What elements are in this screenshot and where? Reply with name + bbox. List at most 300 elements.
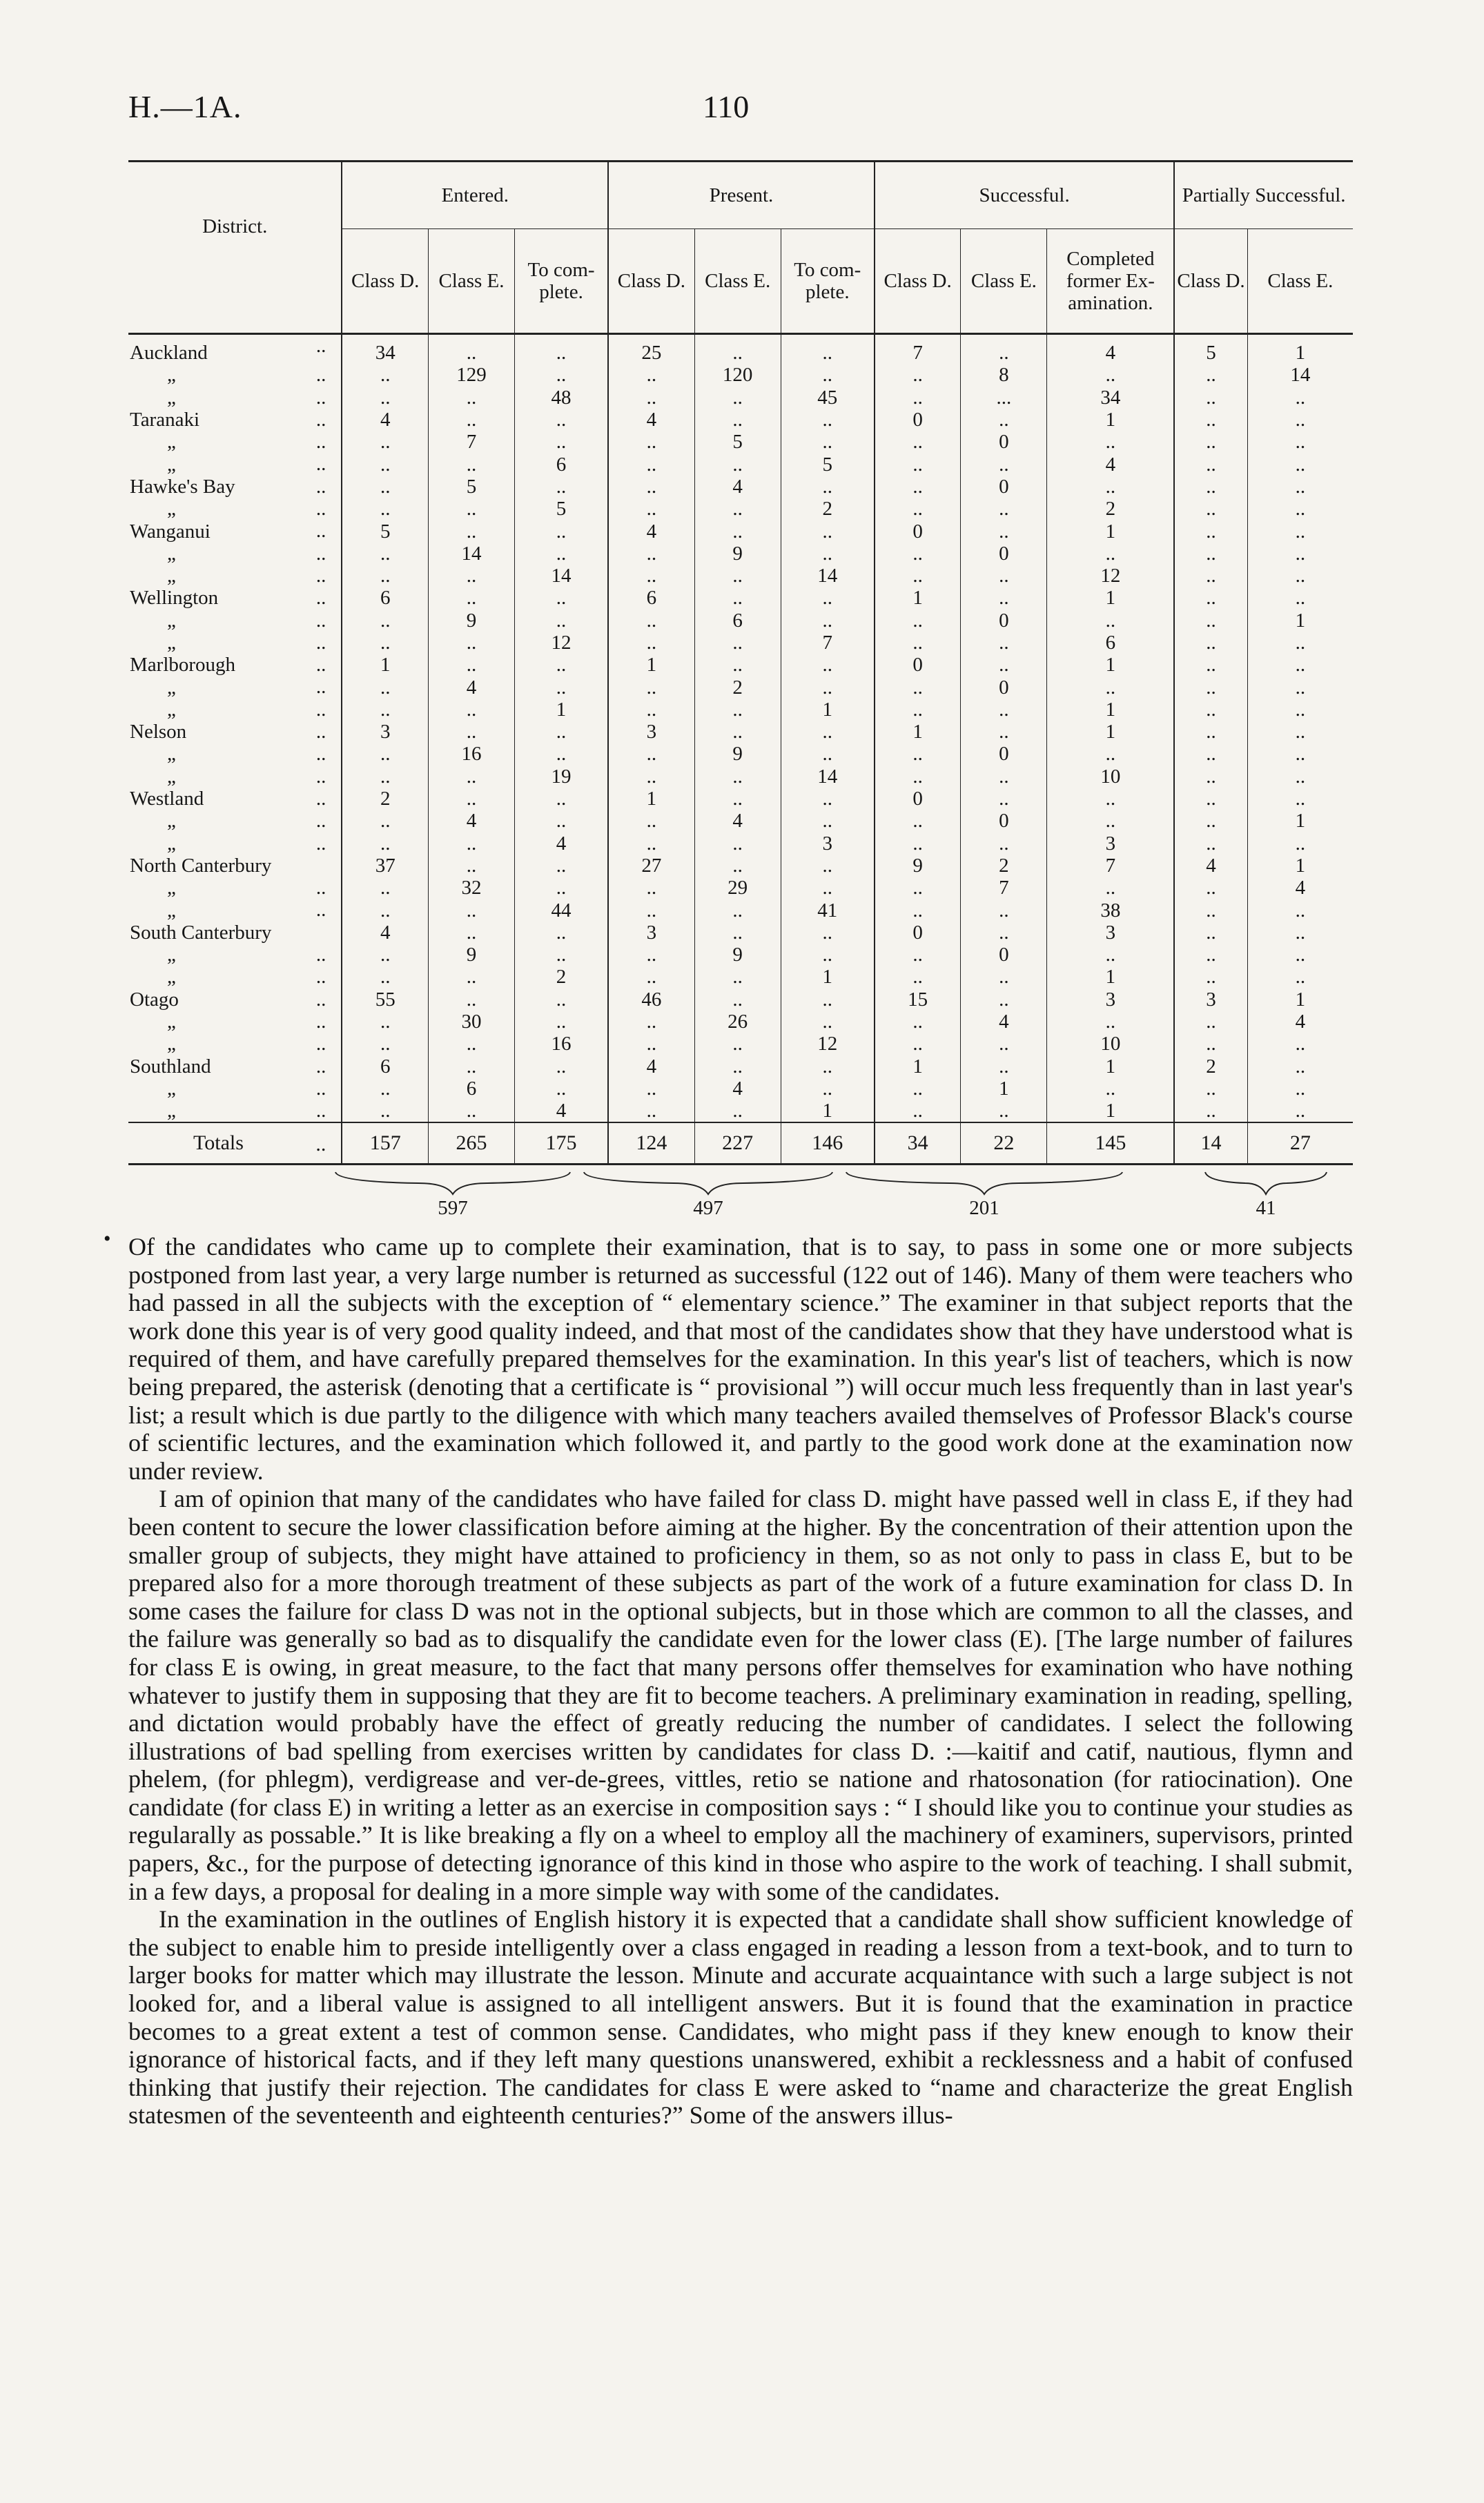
table-row xyxy=(128,1033,1353,1055)
table-cell: .. xyxy=(781,587,875,609)
table-cell: .. xyxy=(1247,654,1353,676)
district-name-cell xyxy=(128,1100,342,1122)
table-cell: .. xyxy=(875,699,961,721)
table-cell: .. xyxy=(342,899,428,921)
table-cell: 4 xyxy=(514,832,608,855)
table-cell: .. xyxy=(694,1100,781,1122)
table-cell: .. xyxy=(875,1100,961,1122)
group-header-partially-successful: Partially Successful. xyxy=(1174,162,1353,229)
table-cell: .. xyxy=(694,587,781,609)
table-cell: .. xyxy=(694,855,781,877)
table-cell: .. xyxy=(1247,944,1353,966)
table-cell: .. xyxy=(608,498,694,520)
table-cell: .. xyxy=(694,899,781,921)
leader-dots: .. xyxy=(315,542,326,565)
table-cell: 4 xyxy=(1047,334,1174,364)
table-cell: 1 xyxy=(1247,610,1353,632)
table-cell: .. xyxy=(514,587,608,609)
table-cell: .. xyxy=(961,1100,1047,1122)
district-name: „ xyxy=(167,1011,176,1033)
subheader-cell: To com-plete. xyxy=(781,229,875,334)
table-cell: 1 xyxy=(608,788,694,810)
table-cell: 1 xyxy=(1247,855,1353,877)
table-cell: .. xyxy=(961,1055,1047,1078)
table-cell: .. xyxy=(875,810,961,832)
table-cell: .. xyxy=(428,721,514,743)
table-cell: .. xyxy=(694,654,781,676)
table-cell: 26 xyxy=(694,1011,781,1033)
table-row xyxy=(128,654,1353,676)
table-cell: .. xyxy=(875,966,961,988)
table-cell: 8 xyxy=(961,364,1047,386)
table-cell: .. xyxy=(1247,476,1353,498)
table-cell: .. xyxy=(1174,1078,1247,1100)
district-name: „ xyxy=(167,632,176,654)
table-cell: .. xyxy=(608,966,694,988)
table-cell: 12 xyxy=(781,1033,875,1055)
table-cell: .. xyxy=(514,855,608,877)
table-row xyxy=(128,476,1353,498)
table-cell: .. xyxy=(1174,498,1247,520)
table-cell: .. xyxy=(428,766,514,788)
table-cell: .. xyxy=(1247,721,1353,743)
district-name: South Canterbury xyxy=(130,921,272,944)
table-cell: .. xyxy=(428,1100,514,1122)
table-cell: .. xyxy=(342,966,428,988)
table-cell: .. xyxy=(961,721,1047,743)
table-cell: .. xyxy=(875,431,961,453)
table-cell: .. xyxy=(875,1011,961,1033)
table-cell: .. xyxy=(961,966,1047,988)
table-cell: 14 xyxy=(781,565,875,587)
table-cell: 1 xyxy=(781,1100,875,1122)
table-cell: .. xyxy=(342,676,428,698)
district-name-cell xyxy=(128,922,342,944)
table-body xyxy=(128,334,1353,1165)
table-cell: .. xyxy=(608,810,694,832)
table-row xyxy=(128,498,1353,520)
table-cell: 14 xyxy=(1247,364,1353,386)
table-cell: 4 xyxy=(694,476,781,498)
table-cell: .. xyxy=(1247,899,1353,921)
table-cell: .. xyxy=(694,498,781,520)
group-header-present: Present. xyxy=(608,162,875,229)
leader-dots: .. xyxy=(315,475,326,498)
table-cell: 4 xyxy=(961,1011,1047,1033)
table-cell: .. xyxy=(1174,676,1247,698)
table-row xyxy=(128,855,1353,877)
district-name-cell xyxy=(128,721,342,743)
leader-dots: .. xyxy=(315,498,326,520)
table-cell: .. xyxy=(1247,498,1353,520)
table-cell: .. xyxy=(342,699,428,721)
table-cell: 37 xyxy=(342,855,428,877)
table-cell: 2 xyxy=(1174,1055,1247,1078)
table-row xyxy=(128,810,1353,832)
total-cell: 124 xyxy=(608,1122,694,1165)
table-cell: .. xyxy=(514,721,608,743)
table-cell: 29 xyxy=(694,877,781,899)
district-name-cell xyxy=(128,944,342,966)
leader-dots: .. xyxy=(315,944,326,966)
table-cell: .. xyxy=(428,632,514,654)
table-row xyxy=(128,565,1353,587)
district-name-cell xyxy=(128,855,342,877)
table-cell: .. xyxy=(608,476,694,498)
table-cell: .. xyxy=(781,1055,875,1078)
table-cell: .. xyxy=(1174,699,1247,721)
grand-total-entered: 597 xyxy=(438,1197,468,1219)
table-cell: 3 xyxy=(342,721,428,743)
table-cell: .. xyxy=(428,587,514,609)
table-cell: .. xyxy=(1247,520,1353,542)
table-cell: 4 xyxy=(428,810,514,832)
table-cell: .. xyxy=(1174,922,1247,944)
district-name: Marlborough xyxy=(130,654,236,676)
table-cell: .. xyxy=(875,453,961,475)
table-cell: .. xyxy=(1047,788,1174,810)
table-cell: .. xyxy=(1174,944,1247,966)
leader-dots: .. xyxy=(315,966,326,988)
table-cell: .. xyxy=(961,1033,1047,1055)
table-cell: 1 xyxy=(1047,721,1174,743)
district-name-cell xyxy=(128,409,342,431)
table-cell: .. xyxy=(608,431,694,453)
table-cell: 6 xyxy=(694,610,781,632)
table-cell: .. xyxy=(875,476,961,498)
table-cell: 6 xyxy=(428,1078,514,1100)
table-cell: 6 xyxy=(342,1055,428,1078)
table-cell: .. xyxy=(1174,431,1247,453)
table-cell: .. xyxy=(514,988,608,1011)
table-cell: 46 xyxy=(608,988,694,1011)
district-name-cell xyxy=(128,1078,342,1100)
district-name-cell xyxy=(128,1033,342,1055)
table-cell: 4 xyxy=(428,676,514,698)
table-cell: .. xyxy=(875,498,961,520)
body-text xyxy=(128,1233,1353,2130)
district-name: „ xyxy=(167,765,176,788)
table-cell: 0 xyxy=(961,944,1047,966)
leader-dots: .. xyxy=(315,431,326,454)
table-row xyxy=(128,409,1353,431)
table-cell: .. xyxy=(608,387,694,409)
table-cell: .. xyxy=(1174,409,1247,431)
grand-total-partially-successful: 41 xyxy=(1256,1197,1276,1219)
table-cell: .. xyxy=(608,543,694,565)
leader-dots: .. xyxy=(315,564,326,587)
district-name: Hawke's Bay xyxy=(130,475,235,498)
table-cell: .. xyxy=(1047,810,1174,832)
table-row xyxy=(128,520,1353,542)
table-cell: .. xyxy=(1047,743,1174,765)
table-cell: .. xyxy=(342,543,428,565)
district-name-cell xyxy=(128,520,342,542)
table-cell: .. xyxy=(961,334,1047,364)
table-cell: .. xyxy=(514,409,608,431)
table-row xyxy=(128,743,1353,765)
table-row xyxy=(128,899,1353,921)
table-cell: .. xyxy=(608,1078,694,1100)
leader-dots: .. xyxy=(315,698,326,721)
table-cell: .. xyxy=(428,966,514,988)
district-name: „ xyxy=(167,542,176,565)
table-cell: .. xyxy=(1174,788,1247,810)
district-name: Otago xyxy=(130,988,179,1011)
table-cell: .. xyxy=(1247,766,1353,788)
paragraph-2: I am of opinion that many of the candidates who have failed for class D. might have passed well in class E, if they had been content to secure the lower classification before aiming at the higher. By the concentration of their attention upon the smaller group of subjects, they might have attained to proficiency in them, so as not only to pass in class E, but to be prepared also for a more thorough treatment of these subjects as part of the work of a future examination for class D. In some cases the failure for class D was not in the optional subjects, but in those which are common to all the classes, and the failure was generally so bad as to disqualify the candidate even for the lower class (E). [The large number of failures for class E is owing, in great measure, to the fact that many persons offer themselves for examination who have nothing whatever to justify them in supposing that they are fit to become teachers. A preliminary examination in reading, spelling, and dictation would probably have the effect of greatly reducing the number of candidates. I select the following illustrations of bad spelling from exercises written by candidates for class D. :—kaitif and catif, nautious, flymn and phelem, (for phlegm), verdigrease and ver-de-grees, vittles, retio se natione and rhatosonation (for ratiocination). One candidate (for class E) in writing a letter as an exercise in composition says : “ I should like you to continue your studies as regularally as possable.” It is like breaking a fly on a wheel to employ all the machinery of examiners, supervisors, printed papers, &c., for the purpose of detecting ignorance of this kind in those who aspire to the work of teaching. I shall submit, in a few days, a proposal for dealing in a more simple way with some of the candidates. xyxy=(128,1485,1353,1905)
table-cell: .. xyxy=(428,855,514,877)
subheader-cell: Class D. xyxy=(608,229,694,334)
table-cell: .. xyxy=(342,1078,428,1100)
district-name-cell xyxy=(128,632,342,654)
table-cell: 4 xyxy=(608,409,694,431)
total-cell: 27 xyxy=(1247,1122,1353,1165)
table-row xyxy=(128,966,1353,988)
table-cell: 6 xyxy=(608,587,694,609)
table-cell: .. xyxy=(694,832,781,855)
table-cell: 1 xyxy=(342,654,428,676)
table-cell: 16 xyxy=(514,1033,608,1055)
table-cell: 1 xyxy=(1247,334,1353,364)
table-cell: 48 xyxy=(514,387,608,409)
table-row xyxy=(128,453,1353,475)
table-cell: .. xyxy=(781,988,875,1011)
table-cell: ... xyxy=(961,387,1047,409)
table-cell: .. xyxy=(608,565,694,587)
table-cell: .. xyxy=(781,543,875,565)
table-cell: 7 xyxy=(781,632,875,654)
table-row xyxy=(128,766,1353,788)
grand-totals xyxy=(128,1171,1353,1225)
table-cell: .. xyxy=(1247,743,1353,765)
district-name: „ xyxy=(167,966,176,988)
district-name: North Canterbury xyxy=(130,854,272,877)
table-cell: .. xyxy=(694,966,781,988)
table-cell: .. xyxy=(342,877,428,899)
table-cell: 25 xyxy=(608,334,694,364)
table-cell: 6 xyxy=(342,587,428,609)
table-cell: 1 xyxy=(514,699,608,721)
table-cell: .. xyxy=(1174,766,1247,788)
table-cell: 0 xyxy=(961,431,1047,453)
table-cell: .. xyxy=(781,788,875,810)
subheader-cell: Completed former Ex-amination. xyxy=(1047,229,1174,334)
table-cell: 0 xyxy=(875,922,961,944)
table-cell: 3 xyxy=(608,721,694,743)
table-cell: 4 xyxy=(694,1078,781,1100)
table-cell: 1 xyxy=(1047,966,1174,988)
table-cell: 9 xyxy=(428,944,514,966)
table-cell: .. xyxy=(781,1078,875,1100)
leader-dots: .. xyxy=(315,676,326,699)
table-cell: .. xyxy=(961,922,1047,944)
table-cell: 1 xyxy=(1047,654,1174,676)
subheader-cell: Class E. xyxy=(961,229,1047,334)
table-cell: .. xyxy=(875,1078,961,1100)
table-row xyxy=(128,721,1353,743)
table-cell: .. xyxy=(514,334,608,364)
table-cell: .. xyxy=(961,587,1047,609)
table-row xyxy=(128,944,1353,966)
table-row xyxy=(128,832,1353,855)
table-cell: .. xyxy=(342,743,428,765)
table-cell: .. xyxy=(1174,453,1247,475)
table-cell: .. xyxy=(608,453,694,475)
table-cell: .. xyxy=(781,654,875,676)
district-name: „ xyxy=(167,832,176,855)
table-cell: .. xyxy=(694,1055,781,1078)
table-cell: 10 xyxy=(1047,766,1174,788)
leader-dots: .. xyxy=(315,1100,326,1122)
table-cell: .. xyxy=(342,1100,428,1122)
subheader-cell: Class E. xyxy=(1247,229,1353,334)
district-name: Westland xyxy=(130,788,204,810)
table-row xyxy=(128,1100,1353,1122)
table-cell: .. xyxy=(1047,431,1174,453)
table-row xyxy=(128,1011,1353,1033)
table-cell: .. xyxy=(781,877,875,899)
table-cell: .. xyxy=(342,810,428,832)
table-cell: .. xyxy=(961,766,1047,788)
leader-dots: .. xyxy=(315,520,326,543)
table-cell: .. xyxy=(1247,453,1353,475)
table-cell: 16 xyxy=(428,743,514,765)
table-cell: 19 xyxy=(514,766,608,788)
table-cell: .. xyxy=(781,855,875,877)
table-cell: .. xyxy=(1174,610,1247,632)
district-name: „ xyxy=(167,1033,176,1055)
leader-dots: .. xyxy=(315,453,326,476)
table-cell: 7 xyxy=(875,334,961,364)
table-cell: .. xyxy=(428,654,514,676)
district-name: „ xyxy=(167,810,176,832)
table-cell: 2 xyxy=(514,966,608,988)
table-cell: .. xyxy=(961,988,1047,1011)
table-cell: 10 xyxy=(1047,1033,1174,1055)
district-name-cell xyxy=(128,654,342,676)
table-cell: .. xyxy=(1247,543,1353,565)
table-cell: .. xyxy=(694,520,781,542)
table-cell: .. xyxy=(1047,877,1174,899)
table-cell: .. xyxy=(1174,832,1247,855)
table-cell: 4 xyxy=(1247,1011,1353,1033)
table-cell: .. xyxy=(1174,654,1247,676)
table-cell: .. xyxy=(1174,387,1247,409)
table-cell: 2 xyxy=(781,498,875,520)
table-cell: .. xyxy=(781,922,875,944)
table-cell: 1 xyxy=(961,1078,1047,1100)
table-cell: .. xyxy=(428,387,514,409)
district-name: „ xyxy=(167,944,176,966)
district-name: „ xyxy=(167,676,176,699)
table-cell: 9 xyxy=(694,944,781,966)
table-cell: .. xyxy=(1247,1100,1353,1122)
table-cell: 27 xyxy=(608,855,694,877)
district-name-cell xyxy=(128,877,342,899)
district-name-cell xyxy=(128,766,342,788)
total-cell: 227 xyxy=(694,1122,781,1165)
table-cell: .. xyxy=(514,543,608,565)
table-cell: .. xyxy=(608,766,694,788)
district-name: „ xyxy=(167,364,176,387)
table-cell: .. xyxy=(694,1033,781,1055)
table-cell: .. xyxy=(514,676,608,698)
table-row xyxy=(128,587,1353,609)
margin-bullet: • xyxy=(104,1227,111,1250)
table-cell: .. xyxy=(1047,676,1174,698)
district-name-cell xyxy=(128,610,342,632)
table-cell: .. xyxy=(961,832,1047,855)
page-number: 110 xyxy=(703,89,750,124)
table-cell: .. xyxy=(342,610,428,632)
table-cell: 4 xyxy=(1247,877,1353,899)
table-cell: 5 xyxy=(428,476,514,498)
district-name: Taranaki xyxy=(130,409,200,431)
subheader-cell: Class E. xyxy=(694,229,781,334)
table-cell: .. xyxy=(961,409,1047,431)
leader-dots: .. xyxy=(315,765,326,788)
table-cell: 38 xyxy=(1047,899,1174,921)
table-cell: 3 xyxy=(1047,832,1174,855)
table-cell: .. xyxy=(1247,431,1353,453)
table-cell: 1 xyxy=(875,587,961,609)
table-cell: .. xyxy=(961,498,1047,520)
district-name-cell xyxy=(128,699,342,721)
district-name-cell xyxy=(128,587,342,609)
table-cell: .. xyxy=(428,334,514,364)
table-cell: .. xyxy=(1174,1033,1247,1055)
table-cell: .. xyxy=(608,1011,694,1033)
table-cell: .. xyxy=(961,565,1047,587)
district-name-cell xyxy=(128,676,342,698)
leader-dots: .. xyxy=(315,364,326,387)
table-cell: .. xyxy=(428,699,514,721)
district-name-cell xyxy=(128,899,342,921)
brace-successful xyxy=(846,1172,1122,1194)
leader-dots: .. xyxy=(315,654,326,676)
totals-label: Totals xyxy=(193,1131,244,1155)
table-cell: .. xyxy=(428,788,514,810)
table-cell: .. xyxy=(428,832,514,855)
table-cell: 9 xyxy=(694,543,781,565)
total-cell: 146 xyxy=(781,1122,875,1165)
table-cell: 1 xyxy=(1247,810,1353,832)
table-cell: .. xyxy=(514,810,608,832)
table-cell: 9 xyxy=(875,855,961,877)
district-name-cell xyxy=(128,453,342,475)
statistics-table-container xyxy=(128,160,1353,1165)
table-cell: 3 xyxy=(1047,988,1174,1011)
table-cell: 0 xyxy=(961,676,1047,698)
table-cell: 12 xyxy=(1047,565,1174,587)
district-name: „ xyxy=(167,877,176,899)
table-cell: 5 xyxy=(514,498,608,520)
total-cell: 175 xyxy=(514,1122,608,1165)
leader-dots: .. xyxy=(315,810,326,832)
district-name-cell xyxy=(128,334,342,364)
table-cell: .. xyxy=(1247,1078,1353,1100)
table-cell: 1 xyxy=(875,1055,961,1078)
table-cell: .. xyxy=(608,899,694,921)
table-row xyxy=(128,632,1353,654)
table-cell: .. xyxy=(781,944,875,966)
table-cell: 4 xyxy=(342,409,428,431)
table-row xyxy=(128,543,1353,565)
leader-dots: .. xyxy=(315,787,326,810)
table-row xyxy=(128,1055,1353,1078)
table-cell: .. xyxy=(1174,877,1247,899)
